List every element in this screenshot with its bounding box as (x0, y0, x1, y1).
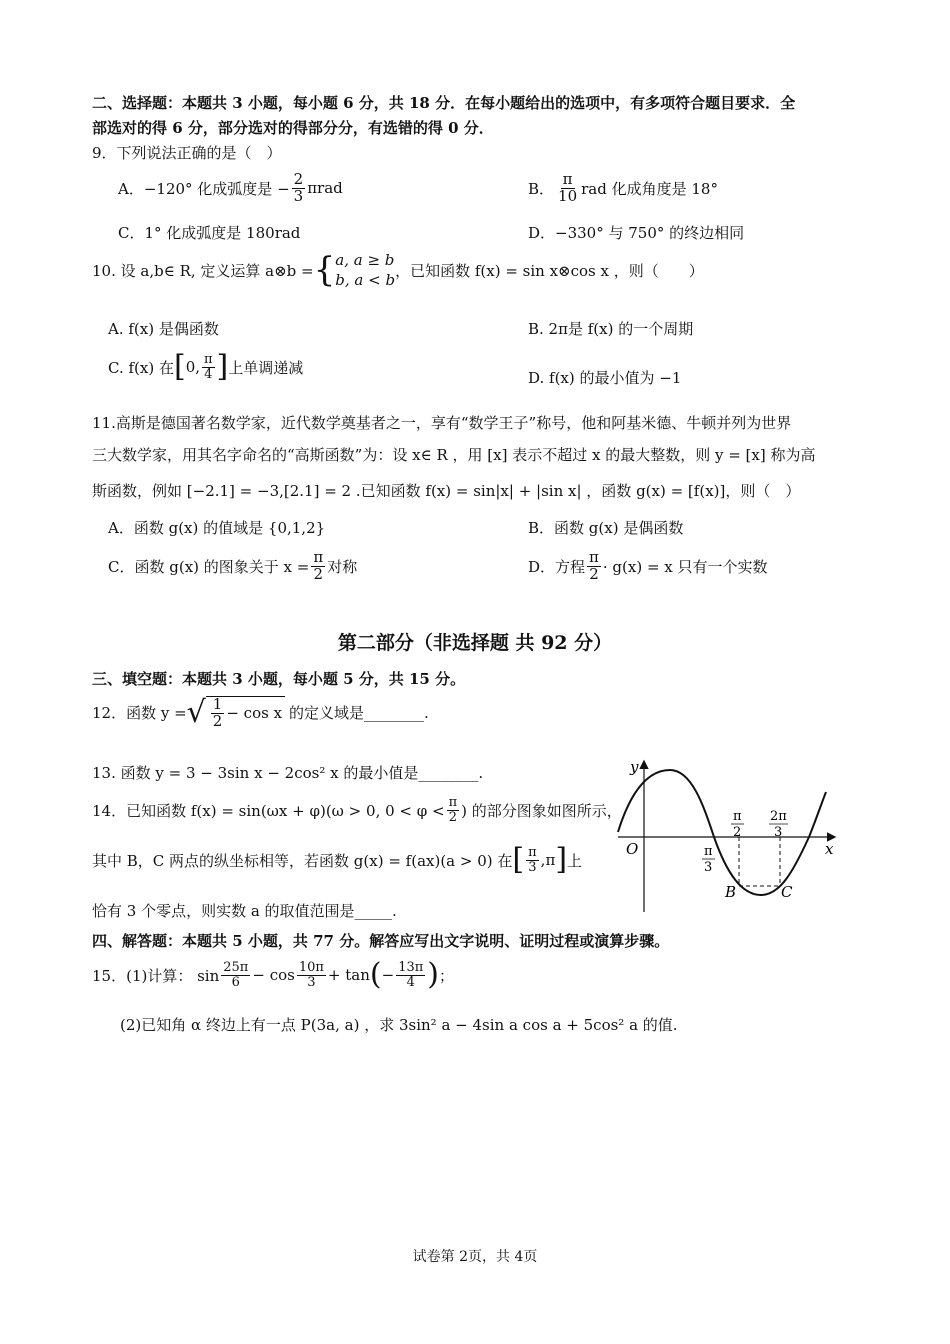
q9-option-b: B． $\frac{\pi}{10}$ rad 化成角度是 18° (528, 170, 718, 205)
q10-option-d: D. f(x) 的最小值为 −1 (528, 369, 682, 387)
pi2-num: π (733, 809, 742, 824)
point-b-label: B (725, 883, 737, 901)
q14-line2: 其中 B，C 两点的纵坐标相等，若函数 g(x) = f(ax)(a > 0) 在 [ $\frac{\pi}{3}$ ,π ] 上 (92, 842, 583, 877)
part2-title: 第二部分（非选择题 共 92 分） (337, 632, 613, 654)
x-label: x (825, 840, 834, 858)
q11-option-c: C．函数 g(x) 的图象关于 x = $\frac{\pi}{2}$ 对称 (108, 548, 358, 583)
q11-line3: 斯函数，例如 [−2.1] = −3,[2.1] = 2 .已知函数 f(x) = sin|x| + |sin x| ，函数 g(x) = [f(x)]，则（ ） (92, 482, 801, 500)
section2-header-line1: 二、选择题：本题共 3 小题，每小题 6 分，共 18 分．在每小题给出的选项中，有多项符合题目要求．全 (92, 94, 796, 112)
q15-part2: (2)已知角 α 终边上有一点 P(3a, a) ，求 3sin² a − 4sin a cos a + 5cos² a 的值. (120, 1016, 678, 1034)
q10-option-b: B. 2π是 f(x) 的一个周期 (528, 320, 694, 338)
sine-curve (618, 770, 826, 895)
q12: 12．函数 y = √ $\frac{1}{2}$ − cos x 的定义域是________. (92, 694, 429, 730)
2pi3-den: 3 (774, 825, 783, 840)
page-footer: 试卷第 2页，共 4页 (412, 1249, 538, 1265)
q11-line1: 11.高斯是德国著名数学家，近代数学奠基者之一，享有“数学王子”称号，他和阿基米德、牛顿并列为世界 (92, 414, 792, 432)
q9-option-a: A．−120° 化成弧度是 − $\frac{2}{3}$ πrad (118, 170, 343, 205)
q10-stem: 10. 设 a,b∈ R, 定义运算 a⊗b = { a, a ≥ b b, a < b ，已知函数 f(x) = sin x⊗cos x ，则（ ） (92, 250, 704, 291)
q11-option-a: A．函数 g(x) 的值域是 {0,1,2} (108, 519, 326, 537)
q9-option-c: C．1° 化成弧度是 180rad (118, 224, 301, 242)
q10-option-a: A. f(x) 是偶函数 (108, 320, 219, 338)
point-c-label: C (781, 883, 793, 901)
sine-graph (612, 752, 844, 922)
q14-line3: 恰有 3 个零点，则实数 a 的取值范围是_____. (92, 902, 397, 920)
section2-header-line2: 部选对的得 6 分，部分选对的得部分分，有选错的得 0 分． (92, 119, 494, 137)
q15-part1: 15．(1)计算： sin $\frac{25\pi}{6}$ − cos $\frac{10\pi}{3}$ + tan ( − $\frac{13\pi}{4}$ ) ； (92, 957, 455, 992)
q11-option-b: B．函数 g(x) 是偶函数 (528, 519, 684, 537)
q9-stem: 9．下列说法正确的是（ ） (92, 144, 282, 162)
origin-label: O (626, 840, 639, 858)
pi2-den: 2 (733, 825, 742, 840)
2pi3-num: 2π (770, 809, 787, 824)
pi3-den: 3 (704, 860, 713, 875)
q11-option-d: D．方程 $\frac{\pi}{2}$ · g(x) = x 只有一个实数 (528, 548, 768, 583)
q14-line1: 14．已知函数 f(x) = sin(ωx + φ)(ω > 0, 0 < φ < $\frac{\pi}{2}$ ) 的部分图象如图所示， (92, 795, 622, 825)
q9-option-d: D．−330° 与 750° 的终边相同 (528, 224, 745, 242)
section3-header: 三、填空题：本题共 3 小题，每小题 5 分，共 15 分。 (92, 670, 466, 688)
q10-option-c: C. f(x) 在 [ 0, $\frac{\pi}{4}$ ] 上单调递减 (108, 349, 304, 384)
q13: 13. 函数 y = 3 − 3sin x − 2cos² x 的最小值是________. (92, 764, 484, 782)
section4-header: 四、解答题：本题共 5 小题，共 77 分。解答应写出文字说明、证明过程或演算步骤。 (92, 932, 670, 950)
y-label: y (630, 758, 639, 776)
pi3-num: π (704, 844, 713, 859)
q11-line2: 三大数学家，用其名字命名的“高斯函数”为：设 x∈ R ，用 [x] 表示不超过 x 的最大整数，则 y = [x] 称为高 (92, 446, 816, 464)
